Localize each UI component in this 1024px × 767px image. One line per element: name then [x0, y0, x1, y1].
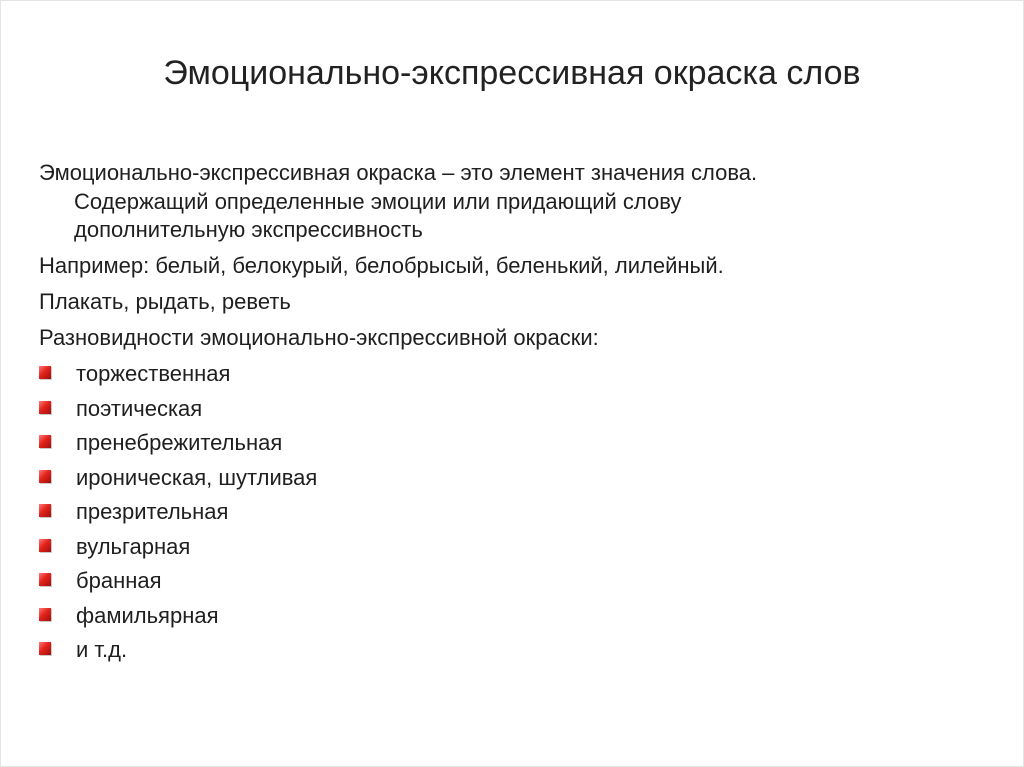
- red-square-bullet-icon: [39, 470, 51, 483]
- list-item: [39, 566, 939, 601]
- list-item: [39, 497, 939, 532]
- definition-line-1: Эмоционально-экспрессивная окраска – это элемент значения слова.: [39, 160, 758, 185]
- red-square-bullet-icon: [39, 401, 51, 414]
- list-item-label: пренебрежительная: [76, 430, 283, 455]
- red-square-bullet-icon: [39, 504, 51, 517]
- red-square-bullet-icon: [39, 573, 51, 586]
- slide-title: Эмоционально-экспрессивная окраска слов: [163, 54, 861, 92]
- red-square-bullet-icon: [39, 435, 51, 448]
- list-item: [39, 601, 939, 636]
- definition-line-2: Содержащий определенные эмоции или придающий слову: [74, 189, 682, 214]
- definition-paragraph: [39, 157, 939, 244]
- list-item: [39, 635, 939, 670]
- list-item-label: ироническая, шутливая: [76, 464, 318, 490]
- example-paragraph: Например: белый, белокурый, белобрысый, беленький, лилейный.: [39, 253, 724, 278]
- example-verbs-paragraph: Плакать, рыдать, реветь: [39, 289, 291, 314]
- list-item-label: бранная: [76, 568, 162, 593]
- red-square-bullet-icon: [39, 366, 51, 379]
- list-item: [39, 394, 939, 429]
- list-item-label: вульгарная: [76, 533, 191, 559]
- list-item-label: и т.д.: [76, 637, 128, 662]
- list-item: [39, 359, 939, 394]
- slide-content: [39, 157, 939, 670]
- types-list: [39, 359, 939, 670]
- red-square-bullet-icon: [39, 642, 51, 655]
- list-item-label: торжественная: [76, 361, 231, 386]
- list-item-label: поэтическая: [76, 395, 203, 421]
- definition-line-3: дополнительную экспрессивность: [74, 217, 423, 242]
- red-square-bullet-icon: [39, 539, 51, 552]
- list-item: [39, 428, 939, 463]
- types-heading: Разновидности эмоционально-экспрессивной окраски:: [39, 325, 599, 350]
- list-item-label: презрительная: [76, 499, 229, 524]
- list-item: [39, 532, 939, 567]
- list-item-label: фамильярная: [76, 602, 219, 628]
- list-item: [39, 463, 939, 498]
- red-square-bullet-icon: [39, 608, 51, 621]
